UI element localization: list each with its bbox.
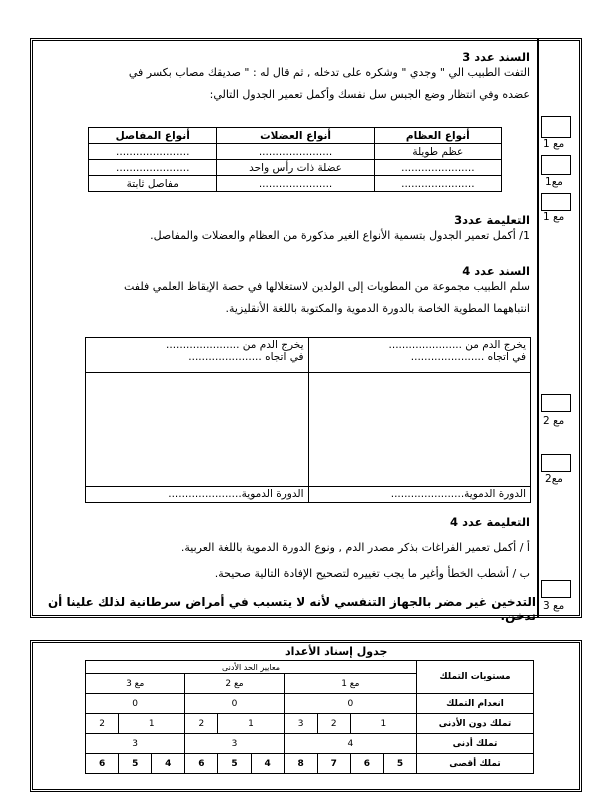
table-cell[interactable]: ...................... (217, 176, 374, 192)
blood-source-text: يخرج الدم من ...................... (166, 339, 304, 351)
margin-label: مع 1 (543, 211, 565, 223)
grade-cell: 0 (86, 694, 185, 714)
sanad4-line2: انتباههما المطوية الخاصة بالدورة الدموية والمكتوبة باللغة الأنقليزية. (225, 302, 530, 315)
grade-cell: 4 (284, 734, 416, 754)
grade-cell: 4 (152, 754, 185, 774)
grade-cell: 7 (317, 754, 350, 774)
margin-label: مع 1 (543, 138, 565, 150)
talima3-title: التعليمة عدد3 (454, 213, 530, 227)
margin-box (541, 394, 571, 412)
talima3-text: 1/ أكمل تعمير الجدول بتسمية الأنواع الغير مذكورة من العظام والعضلات والمفاصل. (150, 229, 530, 242)
header-joints: أنواع المفاصل (89, 128, 217, 144)
margin-divider (537, 38, 539, 618)
level-row-label: انعدام التملك (417, 694, 534, 714)
margin-box (541, 580, 571, 598)
circulation-cell-left-top[interactable] (86, 338, 309, 373)
sanad4-title: السند عدد 4 (462, 264, 530, 278)
table-cell[interactable]: ...................... (89, 160, 217, 176)
margin-label: مع1 (545, 176, 563, 188)
criteria-label: معايير الحد الأدنى (86, 661, 417, 674)
circulation-cell-right-top[interactable] (308, 338, 531, 373)
table-cell: مفاصل ثابتة (89, 176, 217, 192)
sanad3-title: السند عدد 3 (462, 50, 530, 64)
margin-label: مع 2 (543, 415, 565, 427)
table-cell: عظم طويلة (374, 144, 501, 160)
grade-cell: 5 (119, 754, 152, 774)
criterion-header: مع 2 (185, 674, 284, 694)
table-cell[interactable]: ...................... (374, 176, 501, 192)
margin-box (541, 116, 571, 138)
grade-cell: 6 (86, 754, 119, 774)
grade-cell: 1 (218, 714, 284, 734)
blood-source-text: يخرج الدم من ...................... (388, 339, 526, 351)
header-bones: أنواع العظام (374, 128, 501, 144)
grade-cell: 3 (86, 734, 185, 754)
criterion-header: مع 1 (284, 674, 416, 694)
table-cell: عضلة ذات رأس واحد (217, 160, 374, 176)
margin-box (541, 155, 571, 175)
grade-cell: 0 (284, 694, 416, 714)
circulation-type-right[interactable]: الدورة الدموية...................... (308, 486, 531, 502)
sanad4-section (38, 264, 530, 316)
margin-box (541, 454, 571, 472)
margin-label: مع 3 (543, 600, 565, 612)
blood-direction-text: في اتجاه ...................... (188, 351, 304, 363)
table-cell[interactable]: ...................... (374, 160, 501, 176)
margin-box (541, 193, 571, 211)
grade-cell: 5 (383, 754, 416, 774)
level-row-label: تملك أقصى (417, 754, 534, 774)
level-row-label: تملك أدنى (417, 734, 534, 754)
grade-cell: 2 (185, 714, 218, 734)
sanad4-line1: سلم الطبيب مجموعة من المطويات إلى الولدين لاستغلالها في حصة الإيقاظ العلمي فلفت (124, 280, 530, 293)
talima4-section (38, 515, 530, 581)
grade-cell: 2 (317, 714, 350, 734)
sanad3-line2: عضده وفي انتظار وضع الجبس سل نفسك وأكمل تعمير الجدول التالي: (209, 88, 530, 101)
table-cell[interactable]: ...................... (217, 144, 374, 160)
talima4-b: ب / أشطب الخطأ وأغير ما يجب تغييره لتصحيح الإفادة التالية صحيحة. (214, 567, 530, 580)
circulation-image-left (86, 372, 309, 486)
smoking-statement[interactable]: التدخين غير مضر بالجهاز التنفسي لأنه لا يتسبب في أمراض سرطانية لذلك علينا أن ندخن. (47, 595, 536, 623)
grade-cell: 3 (185, 734, 284, 754)
sanad3-line1: التفت الطبيب الي " وجدي " وشكره على تدخله , ثم قال له : " صديقك مصاب بكسر في (128, 66, 530, 79)
grade-cell: 3 (284, 714, 317, 734)
criterion-header: مع 3 (86, 674, 185, 694)
grade-cell: 6 (350, 754, 383, 774)
grading-title: جدول إسناد الأعداد (285, 645, 388, 658)
circulation-type-left[interactable]: الدورة الدموية...................... (86, 486, 309, 502)
grade-cell: 8 (284, 754, 317, 774)
grade-cell: 0 (185, 694, 284, 714)
grade-cell: 1 (350, 714, 416, 734)
levels-label: مستويات التملك (417, 661, 534, 694)
grading-table (85, 660, 534, 774)
circulation-image-right (308, 372, 531, 486)
header-muscles: أنواع العضلات (217, 128, 374, 144)
grade-cell: 1 (119, 714, 185, 734)
level-row-label: تملك دون الأدنى (417, 714, 534, 734)
talima3-section (38, 213, 530, 243)
bones-muscles-table (88, 127, 502, 192)
table-cell[interactable]: ...................... (89, 144, 217, 160)
sanad3-section (38, 50, 530, 102)
circulation-table (85, 337, 531, 503)
grade-cell: 6 (185, 754, 218, 774)
talima4-a: أ / أكمل تعمير الفراغات بذكر مصدر الدم , ونوع الدورة الدموية باللغة العربية. (180, 541, 530, 554)
blood-direction-text: في اتجاه ...................... (410, 351, 526, 363)
grade-cell: 2 (86, 714, 119, 734)
grade-cell: 4 (251, 754, 284, 774)
grade-cell: 5 (218, 754, 251, 774)
talima4-title: التعليمة عدد 4 (450, 515, 530, 529)
margin-label: مع2 (545, 473, 563, 485)
